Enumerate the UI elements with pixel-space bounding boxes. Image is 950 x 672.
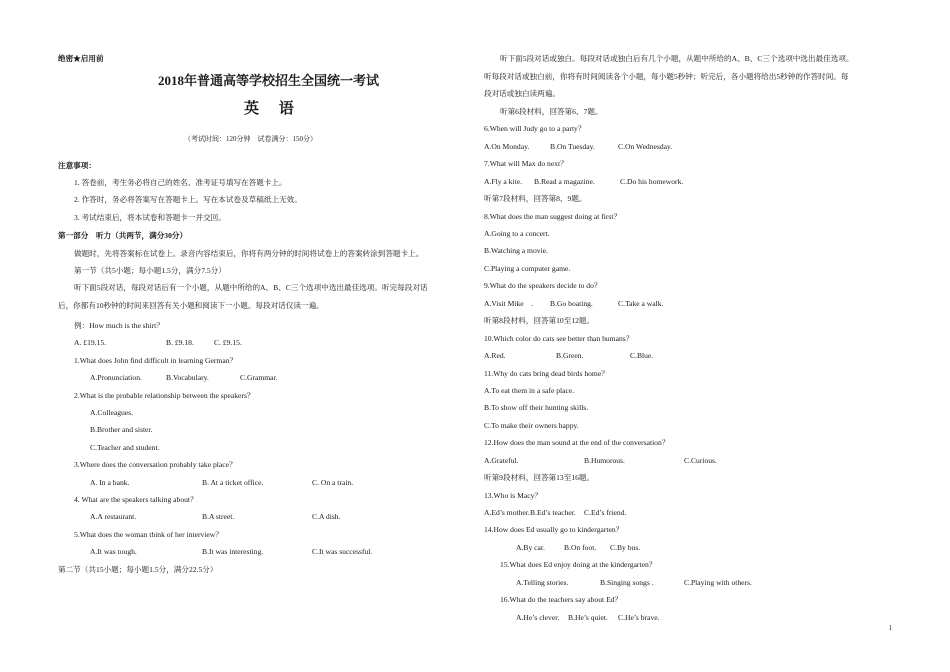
section1-instructions-cont: 后，你都有10秒钟的时间来回答有关小题和阅读下一小题。每段对话仅读一遍。 xyxy=(58,301,324,310)
question-text: 8.What does the man suggest doing at first？ xyxy=(484,212,622,221)
answer-option: B.Go boating. xyxy=(550,299,593,308)
answer-option: C.He’s brave. xyxy=(618,613,660,622)
section1-heading: 第一节（共5小题；每小题1.5分，满分7.5分） xyxy=(74,266,226,275)
answer-option: B.Vocabulary. xyxy=(166,373,209,382)
answer-option: B.To show off their hunting skills. xyxy=(484,403,589,412)
answer-option: A.He’s clever. xyxy=(516,613,560,622)
answer-option: C.It was successful. xyxy=(312,547,373,556)
question-text: 3.Where does the conversation probably take place？ xyxy=(74,460,237,469)
answer-option: C.Playing with others. xyxy=(684,578,752,587)
example-option: A. £19.15. xyxy=(74,338,107,347)
answer-option: B.Ed’s teacher. xyxy=(530,508,576,517)
material-label: 听第6段材料，回答第6、7题。 xyxy=(500,107,603,116)
answer-option: A.Red. xyxy=(484,351,506,360)
question-text: 6.When will Judy go to a party？ xyxy=(484,124,586,133)
answer-option: C.A dish. xyxy=(312,512,341,521)
answer-option: B.Watching a movie. xyxy=(484,246,548,255)
exam-info: （考试时间：120分钟 试卷满分：150分） xyxy=(184,135,317,143)
question-text: 16.What do the teachers say about Ed？ xyxy=(500,595,623,604)
secret-label: 绝密★启用前 xyxy=(58,54,104,63)
question-text: 9.What do the speakers decide to do？ xyxy=(484,281,602,290)
answer-option: B.A street. xyxy=(202,512,235,521)
page-number: 1 xyxy=(888,624,892,632)
section1-instructions: 听下面5段对话，每段对话后有一个小题，从题中所给的A、B、C三个选项中选出最佳选项。听完每段对话 xyxy=(74,283,428,292)
question-text: 14.How does Ed usually go to kindergarten？ xyxy=(484,525,624,534)
answer-option: A.It was tough. xyxy=(90,547,137,556)
answer-option: C.To make their owners happy. xyxy=(484,421,579,430)
answer-option: B.Green. xyxy=(556,351,584,360)
question-text: 2.What is the probable relationship between the speakers？ xyxy=(74,391,255,400)
answer-option: C.Grammar. xyxy=(240,373,278,382)
answer-option: A.To eat them in a safe place. xyxy=(484,386,575,395)
part1-heading: 第一部分 听力（共两节，满分30分） xyxy=(58,231,188,240)
question-text: 13.Who is Macy？ xyxy=(484,491,542,500)
answer-option: C.Playing a computer game. xyxy=(484,264,571,273)
answer-option: A.On Monday. xyxy=(484,142,530,151)
part1-intro: 做题时，先将答案标在试卷上。录音内容结束后，你将有两分钟的时间将试卷上的答案转涂到答题卡上。 xyxy=(74,249,424,258)
answer-option: B.Read a magazine. xyxy=(534,177,595,186)
notes-heading: 注意事项： xyxy=(58,161,96,170)
answer-option: A.Pronunciation. xyxy=(90,373,142,382)
answer-option: B. At a ticket office. xyxy=(202,478,264,487)
answer-option: B.Brother and sister. xyxy=(90,425,153,434)
answer-option: C. On a train. xyxy=(312,478,354,487)
answer-option: B.On foot. xyxy=(564,543,597,552)
answer-option: C.By bus. xyxy=(610,543,641,552)
answer-option: C.Curious. xyxy=(684,456,717,465)
question-text: 4. What are the speakers talking about？ xyxy=(74,495,198,504)
answer-option: A.Colleagues. xyxy=(90,408,134,417)
material-label: 听第8段材料，回答第10至12题。 xyxy=(484,316,595,325)
note-item: 2. 作答时，务必将答案写在答题卡上。写在本试卷及草稿纸上无效。 xyxy=(74,195,302,204)
subject-title: 英 语 xyxy=(244,101,302,117)
answer-option: A.By car. xyxy=(516,543,545,552)
question-text: 10.Which color do cats see better than humans？ xyxy=(484,334,634,343)
section2-heading: 第二节（共15小题；每小题1.5分，满分22.5分） xyxy=(58,565,218,574)
answer-option: A.A restaurant. xyxy=(90,512,137,521)
answer-option: C.Teacher and student. xyxy=(90,443,160,452)
section2-instructions-end: 段对话或独白读两遍。 xyxy=(484,89,560,98)
answer-option: B.It was interesting. xyxy=(202,547,264,556)
section2-instructions-cont: 听每段对话或独白前，你将有时间阅读各个小题，每小题5秒钟；听完后，各小题将给出5秒钟的作答时间。每 xyxy=(484,72,849,81)
answer-option: C.Do his homework. xyxy=(620,177,684,186)
example-option: B. £9.18. xyxy=(166,338,194,347)
answer-option: B.He’s quiet. xyxy=(568,613,608,622)
answer-option: A. In a bank. xyxy=(90,478,130,487)
question-text: 5.What does the woman think of her interview？ xyxy=(74,530,223,539)
answer-option: C.Take a walk. xyxy=(618,299,664,308)
note-item: 1. 答卷前，考生务必将自己的姓名、准考证号填写在答题卡上。 xyxy=(74,178,287,187)
answer-option: B.Humorous. xyxy=(584,456,625,465)
exam-title: 2018年普通高等学校招生全国统一考试 xyxy=(158,73,380,88)
answer-option: A.Grateful. xyxy=(484,456,519,465)
material-label: 听第9段材料，回答第13至16题。 xyxy=(484,473,595,482)
answer-option: C.Ed’s friend. xyxy=(584,508,627,517)
answer-option: C.Blue. xyxy=(630,351,654,360)
answer-option: A.Fly a kite. xyxy=(484,177,522,186)
answer-option: A.Ed’s mother. xyxy=(484,508,530,517)
question-text: 1.What does John find difficult in learning German？ xyxy=(74,356,238,365)
question-text: 15.What does Ed enjoy doing at the kindergarten？ xyxy=(500,560,657,569)
answer-option: B.On Tuesday. xyxy=(550,142,595,151)
answer-option: B.Singing songs . xyxy=(600,578,654,587)
example-question: 例：How much is the shirt？ xyxy=(74,321,164,330)
section2-instructions: 听下面5段对话或独白。每段对话或独白后有几个小题，从题中所给的A、B、C三个选项中选出最佳选项。 xyxy=(500,54,854,63)
answer-option: A.Going to a concert. xyxy=(484,229,550,238)
note-item: 3. 考试结束后，将本试卷和答题卡一并交回。 xyxy=(74,213,226,222)
answer-option: C.On Wednesday. xyxy=(618,142,673,151)
example-option: C. £9.15. xyxy=(214,338,242,347)
question-text: 7.What will Max do next？ xyxy=(484,159,568,168)
question-text: 11.Why do cats bring dead birds home？ xyxy=(484,369,609,378)
material-label: 听第7段材料，回答第8、9题。 xyxy=(484,194,587,203)
question-text: 12.How does the man sound at the end of the conversation？ xyxy=(484,438,670,447)
answer-option: A.Visit Mike . xyxy=(484,299,534,308)
answer-option: A.Telling stories. xyxy=(516,578,569,587)
